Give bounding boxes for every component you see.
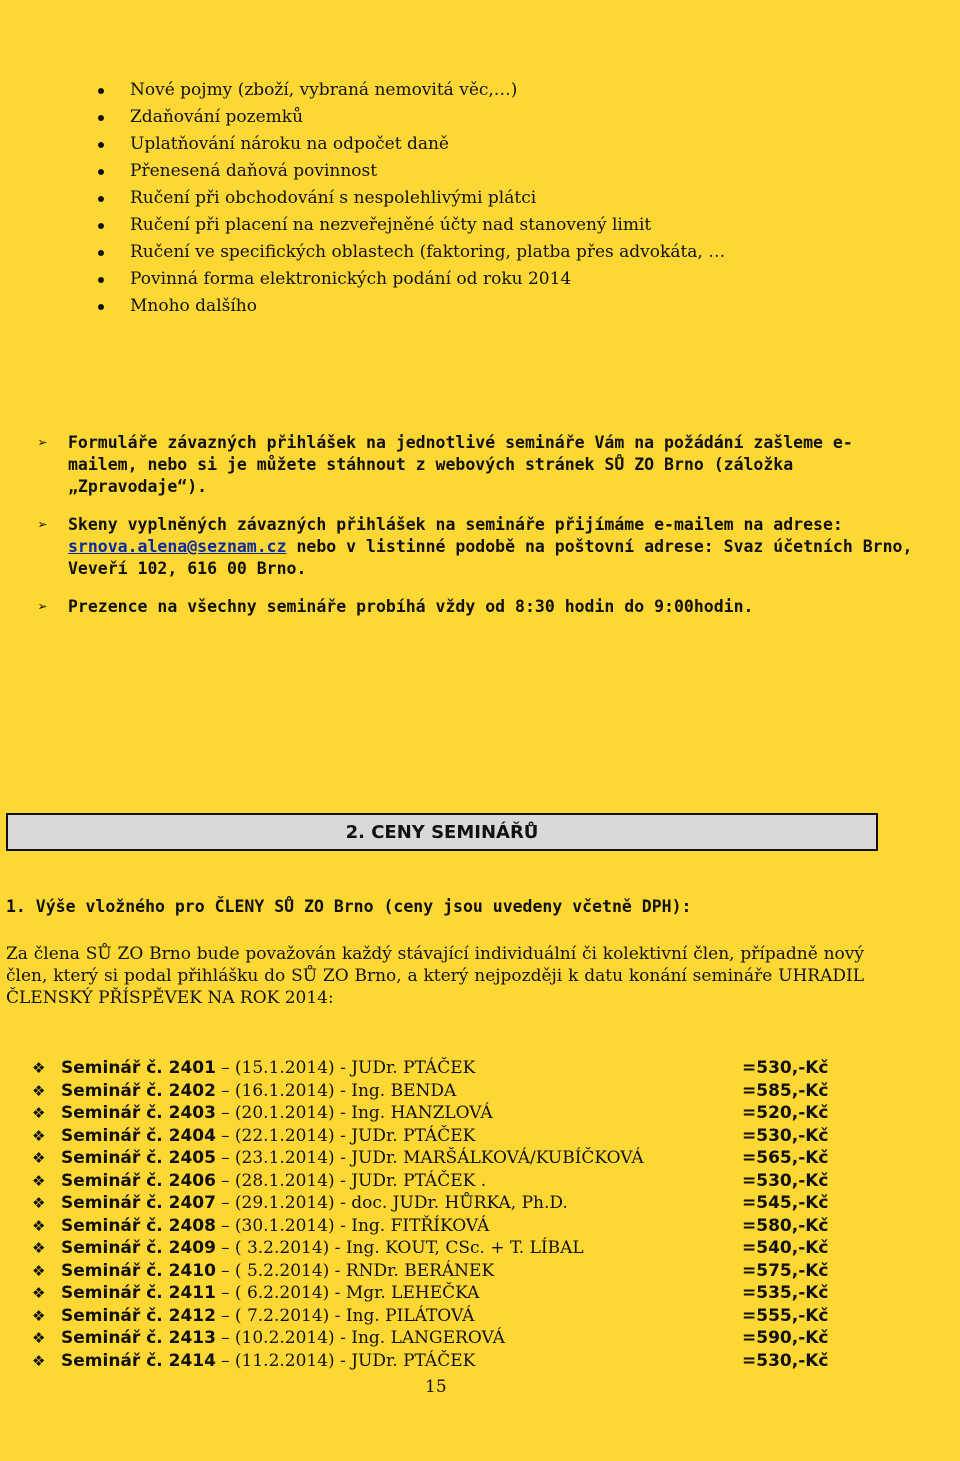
notes-section xyxy=(38,432,918,634)
seminar-item xyxy=(32,1327,852,1350)
topic-text: Ručení ve specifických oblastech (faktoring, platba přes advokáta, … xyxy=(130,242,726,262)
seminar-detail: – ( 5.2.2014) - RNDr. BERÁNEK xyxy=(221,1260,495,1281)
topic-item xyxy=(96,212,725,239)
seminar-item xyxy=(32,1237,852,1260)
seminar-item xyxy=(32,1350,852,1373)
bullet-dot-icon xyxy=(98,196,104,202)
diamond-bullet-icon: ❖ xyxy=(32,1239,46,1257)
seminar-item xyxy=(32,1260,852,1283)
seminar-price: =530,-Kč xyxy=(742,1350,829,1371)
seminar-price: =580,-Kč xyxy=(742,1215,829,1236)
seminar-price: =575,-Kč xyxy=(742,1260,829,1281)
topic-item xyxy=(96,77,725,104)
seminar-detail: – (30.1.2014) - Ing. FITŘÍKOVÁ xyxy=(221,1215,490,1236)
seminar-item xyxy=(32,1102,852,1125)
members-subheading: 1. Výše vložného pro ČLENY SŮ ZO Brno (ceny jsou uvedeny včetně DPH): xyxy=(6,897,692,916)
seminar-label: Seminář č. 2413 xyxy=(61,1328,216,1348)
diamond-bullet-icon: ❖ xyxy=(32,1081,46,1100)
note-forms xyxy=(38,432,918,498)
seminar-item xyxy=(32,1057,852,1080)
diamond-bullet-icon: ❖ xyxy=(32,1149,46,1167)
topic-item xyxy=(96,131,725,158)
seminar-detail: – ( 7.2.2014) - Ing. PILÁTOVÁ xyxy=(221,1305,475,1326)
seminar-label: Seminář č. 2401 xyxy=(61,1058,216,1078)
seminar-price: =530,-Kč xyxy=(742,1170,829,1191)
seminar-price: =535,-Kč xyxy=(742,1283,829,1303)
diamond-bullet-icon: ❖ xyxy=(32,1126,46,1145)
arrow-bullet-icon: ➢ xyxy=(38,597,48,616)
seminar-price: =520,-Kč xyxy=(742,1103,829,1123)
topic-item xyxy=(96,104,725,131)
diamond-bullet-icon: ❖ xyxy=(32,1351,46,1370)
seminar-item xyxy=(32,1305,852,1328)
seminar-label: Seminář č. 2407 xyxy=(61,1193,216,1213)
bullet-dot-icon xyxy=(98,250,104,256)
seminar-item xyxy=(32,1215,852,1238)
bullet-dot-icon xyxy=(98,277,104,283)
section-title: 2. CENY SEMINÁŘŮ xyxy=(6,813,878,851)
seminar-price: =585,-Kč xyxy=(742,1080,829,1101)
email-link[interactable]: srnova.alena@seznam.cz xyxy=(68,537,287,556)
topic-text: Zdaňování pozemků xyxy=(130,107,304,127)
topic-item xyxy=(96,266,725,293)
seminar-item xyxy=(32,1080,852,1103)
bullet-dot-icon xyxy=(98,169,104,175)
bullet-dot-icon xyxy=(98,88,104,94)
topic-item xyxy=(96,239,725,266)
topic-text: Ručení při obchodování s nespolehlivými plátci xyxy=(130,188,537,208)
diamond-bullet-icon: ❖ xyxy=(32,1059,46,1077)
seminar-price: =590,-Kč xyxy=(742,1328,829,1348)
seminar-label: Seminář č. 2403 xyxy=(61,1103,216,1123)
diamond-bullet-icon: ❖ xyxy=(32,1261,46,1280)
seminar-label: Seminář č. 2410 xyxy=(61,1260,216,1281)
topic-text: Mnoho dalšího xyxy=(130,296,257,316)
diamond-bullet-icon: ❖ xyxy=(32,1171,46,1190)
bullet-dot-icon xyxy=(98,223,104,229)
bullet-dot-icon xyxy=(98,142,104,148)
note-presence xyxy=(38,596,918,618)
seminar-label: Seminář č. 2406 xyxy=(61,1170,216,1191)
arrow-bullet-icon: ➢ xyxy=(38,515,48,534)
bullet-dot-icon xyxy=(98,304,104,310)
topic-text: Uplatňování nároku na odpočet daně xyxy=(130,134,449,154)
note-scans-text-after: nebo v listinné podobě na poštovní adrese: Svaz účetních Brno, Veveří 102, 616 00 Brno. xyxy=(68,537,913,578)
topic-text: Nové pojmy (zboží, vybraná nemovitá věc,…) xyxy=(130,80,518,100)
bullet-dot-icon xyxy=(98,115,104,121)
seminar-detail: – (15.1.2014) - JUDr. PTÁČEK xyxy=(221,1058,476,1078)
seminar-item xyxy=(32,1282,852,1305)
seminar-label: Seminář č. 2409 xyxy=(61,1238,216,1258)
seminar-detail: – (16.1.2014) - Ing. BENDA xyxy=(221,1080,457,1101)
seminar-label: Seminář č. 2404 xyxy=(61,1125,216,1146)
diamond-bullet-icon: ❖ xyxy=(32,1329,46,1347)
seminar-label: Seminář č. 2405 xyxy=(61,1148,216,1168)
seminar-label: Seminář č. 2411 xyxy=(61,1283,216,1303)
seminar-item xyxy=(32,1147,852,1170)
seminar-price: =540,-Kč xyxy=(742,1238,829,1258)
seminar-detail: – (28.1.2014) - JUDr. PTÁČEK . xyxy=(221,1170,487,1191)
seminar-detail: – ( 6.2.2014) - Mgr. LEHEČKA xyxy=(221,1283,480,1303)
note-scans xyxy=(38,514,918,580)
seminar-label: Seminář č. 2408 xyxy=(61,1215,216,1236)
topic-list xyxy=(96,77,725,320)
seminar-detail: – (10.2.2014) - Ing. LANGEROVÁ xyxy=(221,1328,505,1348)
seminar-price: =530,-Kč xyxy=(742,1125,829,1146)
seminar-price: =530,-Kč xyxy=(742,1058,829,1078)
seminar-item xyxy=(32,1170,852,1193)
topic-text: Povinná forma elektronických podání od roku 2014 xyxy=(130,269,572,289)
diamond-bullet-icon: ❖ xyxy=(32,1216,46,1235)
topic-item xyxy=(96,293,725,320)
seminar-label: Seminář č. 2412 xyxy=(61,1305,216,1326)
membership-paragraph: Za člena SŮ ZO Brno bude považován každý stávající individuální či kolektivní člen, případně nový člen, který si podal přihlášku do SŮ ZO Brno, a který nejpozději k datu konání semináře UHRADIL ČLENSKÝ PŘÍSPĚVEK NA ROK 2014: xyxy=(6,944,864,1008)
diamond-bullet-icon: ❖ xyxy=(32,1104,46,1122)
seminar-item xyxy=(32,1192,852,1215)
diamond-bullet-icon: ❖ xyxy=(32,1306,46,1325)
seminar-detail: – (23.1.2014) - JUDr. MARŠÁLKOVÁ/KUBÍČKOVÁ xyxy=(221,1148,644,1168)
seminar-price: =565,-Kč xyxy=(742,1148,829,1168)
seminar-label: Seminář č. 2414 xyxy=(61,1350,216,1371)
topic-text: Ručení při placení na nezveřejněné účty nad stanovený limit xyxy=(130,215,652,235)
note-forms-text: Formuláře závazných přihlášek na jednotlivé semináře Vám na požádání zašleme e-mailem, nebo si je můžete stáhnout z webových stránek SŮ ZO Brno (záložka „Zpravodaje“). xyxy=(68,433,853,496)
topic-text: Přenesená daňová povinnost xyxy=(130,161,378,181)
note-scans-text-before: Skeny vyplněných závazných přihlášek na semináře přijímáme e-mailem na adrese: xyxy=(68,515,843,534)
seminar-price-list xyxy=(32,1057,852,1372)
seminar-detail: – (11.2.2014) - JUDr. PTÁČEK xyxy=(221,1350,476,1371)
seminar-price: =545,-Kč xyxy=(742,1193,829,1213)
seminar-label: Seminář č. 2402 xyxy=(61,1080,216,1101)
seminar-price: =555,-Kč xyxy=(742,1305,829,1326)
seminar-detail: – (20.1.2014) - Ing. HANZLOVÁ xyxy=(221,1103,493,1123)
diamond-bullet-icon: ❖ xyxy=(32,1194,46,1212)
page-number: 15 xyxy=(425,1377,447,1397)
topic-item xyxy=(96,185,725,212)
arrow-bullet-icon: ➢ xyxy=(38,433,48,452)
topic-item xyxy=(96,158,725,185)
seminar-detail: – (29.1.2014) - doc. JUDr. HŮRKA, Ph.D. xyxy=(221,1193,568,1213)
seminar-detail: – (22.1.2014) - JUDr. PTÁČEK xyxy=(221,1125,476,1146)
note-presence-text: Prezence na všechny semináře probíhá vždy od 8:30 hodin do 9:00hodin. xyxy=(68,597,754,616)
seminar-item xyxy=(32,1125,852,1148)
diamond-bullet-icon: ❖ xyxy=(32,1284,46,1302)
seminar-detail: – ( 3.2.2014) - Ing. KOUT, CSc. + T. LÍBAL xyxy=(221,1238,584,1258)
